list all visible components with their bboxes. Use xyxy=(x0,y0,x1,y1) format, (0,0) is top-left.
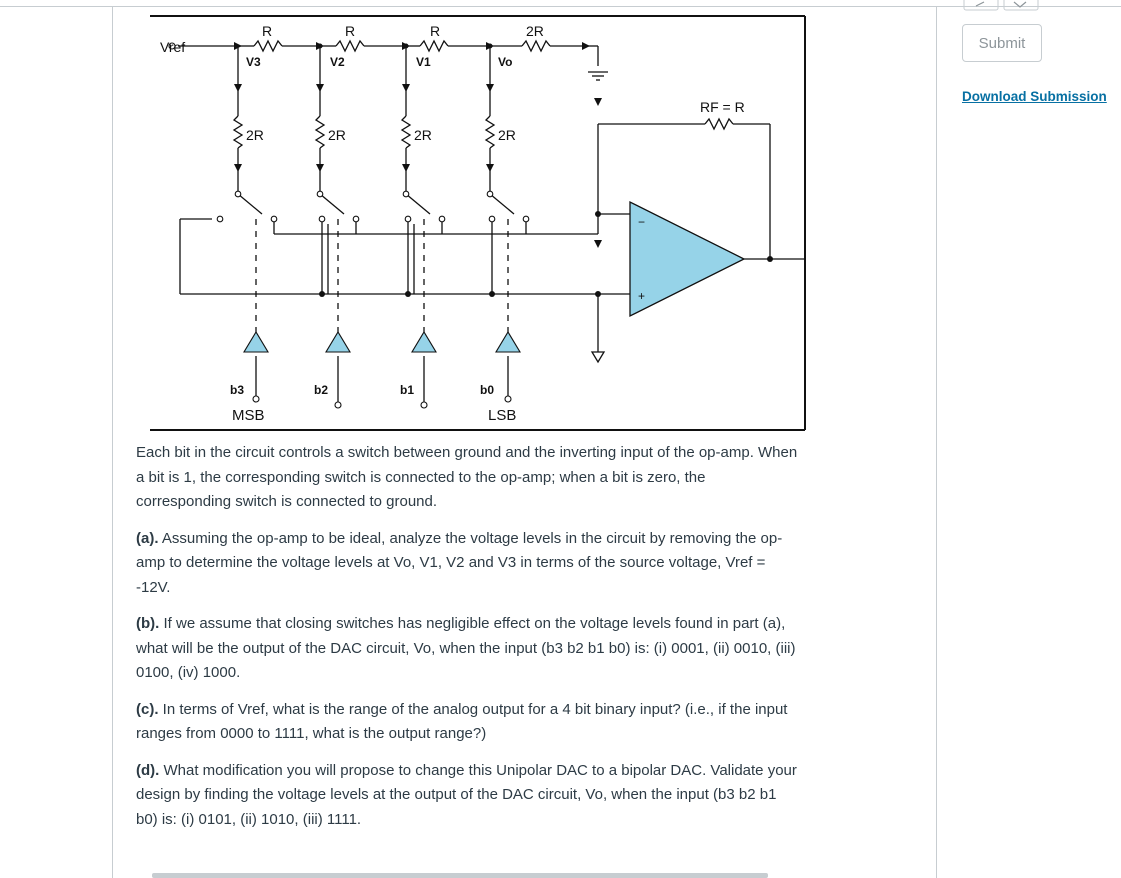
content-right-border xyxy=(936,7,937,878)
resistor-label-r0: 2R xyxy=(526,23,544,39)
content-left-border xyxy=(112,7,113,878)
part-c-label: (c). xyxy=(136,700,159,718)
node-label-v2: V2 xyxy=(330,55,345,69)
opamp-plus-label: + xyxy=(638,289,646,303)
sidebar-toolbar-icons[interactable] xyxy=(962,0,1042,12)
opamp-minus-label: − xyxy=(638,215,646,229)
resistor-label-r1: R xyxy=(430,23,441,39)
question-part-d xyxy=(136,759,802,833)
shunt-label-0: 2R xyxy=(498,127,516,143)
bit-label-b0: b0 xyxy=(480,383,495,397)
node-label-v1: V1 xyxy=(416,55,431,69)
vref-label: Vref xyxy=(160,39,186,55)
question-part-b xyxy=(136,612,802,686)
question-part-a xyxy=(136,527,802,601)
question-part-c xyxy=(136,698,802,747)
shunt-label-3: 2R xyxy=(246,127,264,143)
horizontal-scrollbar[interactable] xyxy=(152,873,768,878)
shunt-label-1: 2R xyxy=(414,127,432,143)
feedback-resistor-label: RF = R xyxy=(700,99,745,115)
msb-label: MSB xyxy=(232,407,265,424)
part-b-label: (b). xyxy=(136,615,160,632)
part-a-text: Assuming the op-amp to be ideal, analyze the voltage levels in the circuit by removing the op-amp to determine the voltage levels at Vo, V1, V2 and V3 in terms of the source voltage, Vref = -12V. xyxy=(136,529,783,596)
bit-label-b2: b2 xyxy=(314,383,329,397)
part-a-label: (a). xyxy=(136,529,159,547)
node-label-v3: V3 xyxy=(246,55,261,69)
question-text xyxy=(136,441,802,844)
submit-button[interactable]: Submit xyxy=(962,24,1042,62)
top-border xyxy=(0,6,1121,7)
lsb-label: LSB xyxy=(488,407,517,424)
download-submission-link[interactable]: Download Submission xyxy=(962,89,1107,104)
part-c-text: In terms of Vref, what is the range of the analog output for a 4 bit binary input? (i.e., if the input ranges from 0000 to 1111, what is the output range?) xyxy=(136,700,788,742)
resistor-label-r2: R xyxy=(345,23,356,39)
question-intro: Each bit in the circuit controls a switch between ground and the inverting input of the op-amp. When a bit is 1, the corresponding switch is connected to the op-amp; when a bit is zero, the corresponding switch is connected to ground. xyxy=(136,444,798,510)
bit-label-b1: b1 xyxy=(400,383,415,397)
part-d-text: What modification you will propose to change this Unipolar DAC to a bipolar DAC. Validate your design by finding the voltage levels at the output of the DAC circuit, Vo, when the input (b3 b2 b1 b0) is: (i) 0101, (ii) 1010, (iii) 1111. xyxy=(136,761,797,828)
dac-circuit-figure xyxy=(150,14,806,432)
shunt-label-2: 2R xyxy=(328,127,346,143)
part-b-text: If we assume that closing switches has negligible effect on the voltage levels found in part (a), what will be the output of the DAC circuit, Vo, when the input (b3 b2 b1 b0) is: (i) 0001, (ii) 0010, (iii) 0100, (iv) 1000. xyxy=(136,615,796,681)
node-label-vo: Vo xyxy=(498,55,513,69)
part-d-label: (d). xyxy=(136,761,160,779)
bit-label-b3: b3 xyxy=(230,383,245,397)
resistor-label-r3: R xyxy=(262,23,273,39)
